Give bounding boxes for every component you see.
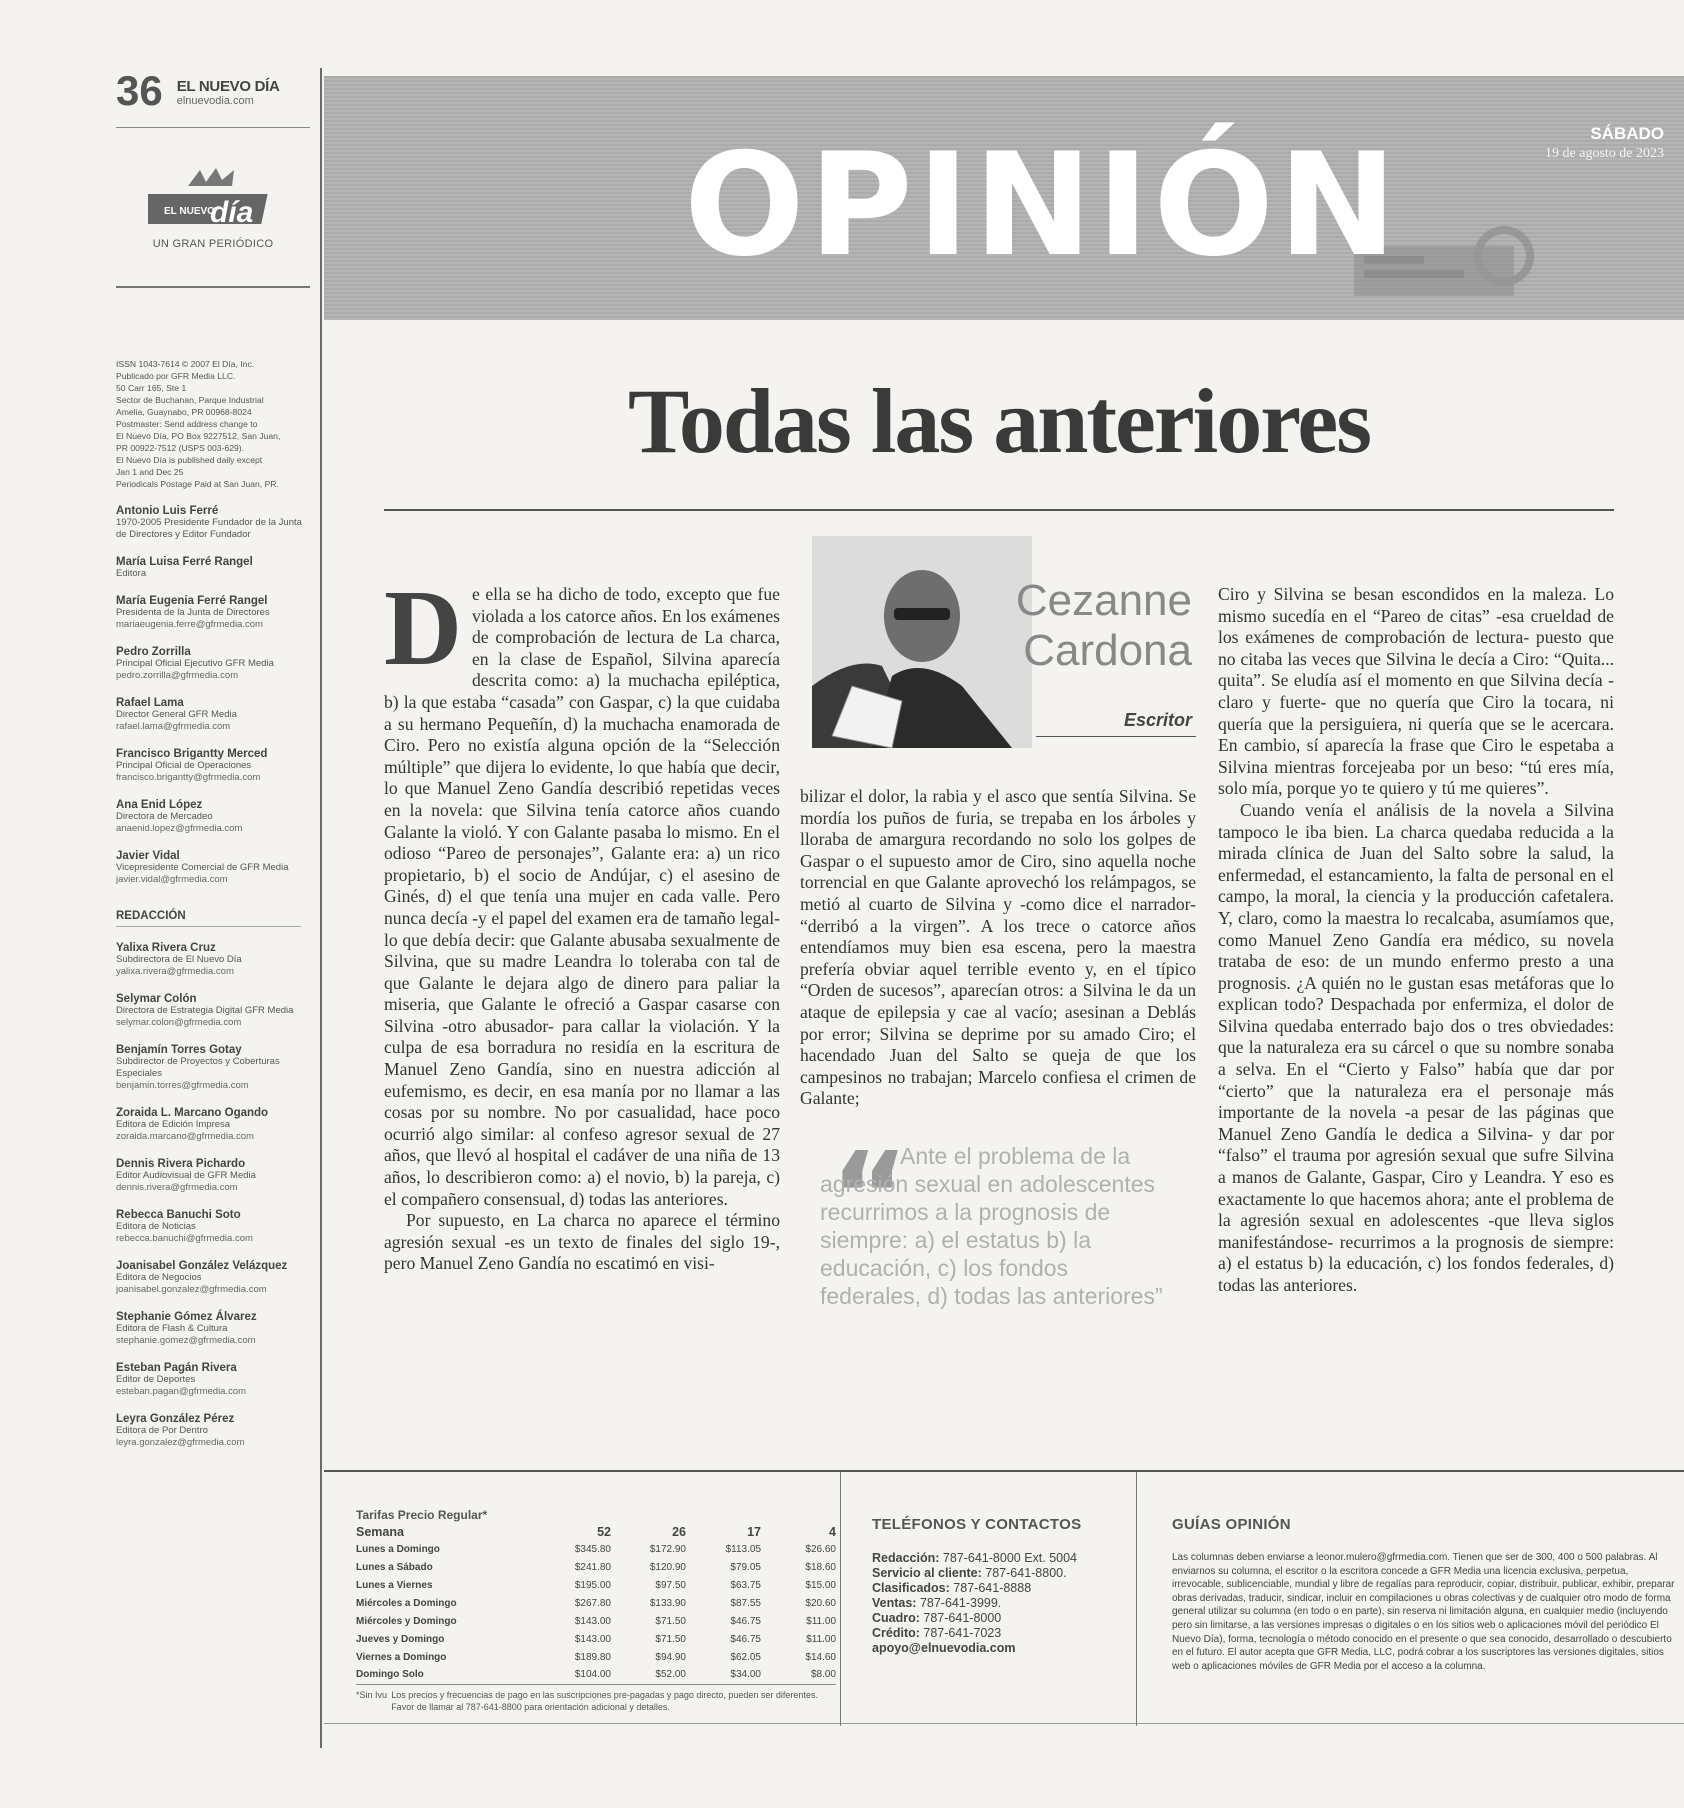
staff-name: Leyra González Pérez — [116, 1413, 235, 1425]
staff-entry — [116, 1158, 310, 1194]
contact-line — [872, 1596, 1112, 1611]
contact-line — [872, 1626, 1112, 1641]
staff-email[interactable]: joanisabel.gonzalez@gfrmedia.com — [116, 1284, 267, 1295]
staff-role: Vicepresidente Comercial de GFR Media — [116, 862, 289, 873]
staff-role: Subdirectora de El Nuevo Día — [116, 954, 242, 965]
staff-role: 1970-2005 Presidente Fundador de la Junta de Directores y Editor Fundador — [116, 517, 302, 540]
logo-tagline: UN GRAN PERIÓDICO — [152, 238, 274, 250]
issn-line: El Nuevo Día, PO Box 9227512, San Juan, — [116, 431, 281, 441]
contact-line — [872, 1581, 1112, 1596]
rates-note-tag: *Sin Ivu — [356, 1689, 388, 1700]
rates-price: $15.00 — [805, 1579, 836, 1591]
rates-price: $172.90 — [649, 1543, 686, 1555]
rates-price: $11.00 — [806, 1615, 836, 1627]
staff-name: Dennis Rivera Pichardo — [116, 1158, 246, 1170]
rates-price: $8.00 — [761, 1666, 836, 1684]
rates-price: $189.80 — [574, 1651, 611, 1663]
rates-row — [356, 1666, 836, 1684]
rates-price: $195.00 — [574, 1579, 611, 1591]
staff-role: Editor de Deportes — [116, 1374, 196, 1385]
staff-entry — [116, 697, 310, 733]
contact-value: 787-641-3999. — [919, 1596, 1002, 1610]
staff-entry — [116, 1260, 310, 1296]
staff-name: Stephanie Gómez Álvarez — [116, 1311, 257, 1323]
contact-label: Cuadro: — [872, 1611, 920, 1625]
rates-table — [356, 1524, 836, 1685]
rates-plan-label: Lunes a Sábado — [356, 1561, 433, 1573]
contact-lines — [872, 1551, 1112, 1641]
staff-email[interactable]: pedro.zorrilla@gfrmedia.com — [116, 670, 239, 681]
rates-header-row — [356, 1524, 836, 1540]
staff-entry — [116, 595, 310, 631]
staff-name: Selymar Colón — [116, 993, 197, 1005]
panel-divider — [1136, 1472, 1137, 1726]
staff-name: María Luisa Ferré Rangel — [116, 556, 253, 568]
author-divider — [1036, 736, 1196, 737]
pull-quote-text: Ante el problema de la agresión sexual en adolescentes recurrimos a la prognosis de siempre: a) el estatus b) la educación, c) los fondos federales, d) todas las anteriores” — [820, 1143, 1163, 1309]
staff-entry — [116, 1413, 310, 1449]
logo-big-text: día — [210, 196, 254, 229]
contacts-panel — [872, 1516, 1112, 1656]
redaccion-heading: REDACCIÓN — [116, 910, 301, 927]
panel-divider — [840, 1472, 841, 1726]
rates-price: $26.60 — [805, 1543, 836, 1555]
staff-email[interactable]: benjamin.torres@gfrmedia.com — [116, 1080, 249, 1091]
staff-role: Directora de Mercadeo — [116, 811, 213, 822]
staff-entry — [116, 1311, 310, 1347]
section-title: OPINIÓN — [684, 123, 1401, 288]
article-headline: Todas las anteriores — [627, 370, 1371, 472]
masthead-column — [116, 68, 322, 1748]
rates-price: $34.00 — [686, 1666, 761, 1684]
rates-price: $241.80 — [574, 1561, 611, 1573]
staff-name: María Eugenia Ferré Rangel — [116, 595, 268, 607]
rates-column-header: 17 — [747, 1525, 761, 1539]
staff-role: Editora — [116, 568, 147, 579]
rates-plan-label: Domingo Solo — [356, 1666, 536, 1684]
issn-line: Sector de Buchanan, Parque Industrial — [116, 395, 264, 405]
rates-row — [356, 1558, 836, 1576]
staff-email[interactable]: dennis.rivera@gfrmedia.com — [116, 1182, 238, 1193]
staff-name: Zoraida L. Marcano Ogando — [116, 1107, 269, 1119]
staff-email[interactable]: selymar.colon@gfrmedia.com — [116, 1017, 242, 1028]
staff-email[interactable]: rebecca.banuchi@gfrmedia.com — [116, 1233, 253, 1244]
author-name — [1016, 576, 1192, 676]
staff-entry — [116, 799, 310, 835]
staff-entry — [116, 1107, 310, 1143]
issn-block — [116, 358, 296, 490]
logo-small-text: EL NUEVO — [164, 206, 215, 217]
rates-price: $120.90 — [649, 1561, 686, 1573]
staff-email[interactable]: javier.vidal@gfrmedia.com — [116, 874, 228, 885]
contact-line — [872, 1551, 1112, 1566]
rates-price: $87.55 — [730, 1597, 761, 1609]
rates-price: $94.90 — [655, 1651, 686, 1663]
rates-column-header: 26 — [672, 1525, 686, 1539]
rates-row — [356, 1594, 836, 1612]
staff-role: Director General GFR Media — [116, 709, 237, 720]
guidelines-text: Las columnas deben enviarse a leonor.mulero@gfrmedia.com. Tienen que ser de 300, 400 o 500 palabras. Al enviarnos su columna, el escritor o la escritora concede a GFR Media una licencia exclusiva, perpetua, irrevocable, sublicenciable, mundial y libre de regalías para reproducir, copiar, distribuir, publicar, exhibir, preparar obras derivadas, traducir, sindicar, incluir en compilaciones u obras colectivas y de cualquier otro modo de forma general utilizar su columna (en todo o en parte), sin reserva ni limitación alguna, en cualquier medio (incluyendo pero sin limitarse, a las versiones impresas o digitales o en los sitios web o aplicaciones móvil del periódico El Nuevo Día), forma, tecnología o método conocido en el presente o que sea conocido, desarrollado o descubierto en el futuro. El autor acepta que GFR Media, LLC, podrá cobrar a los suscriptores las versiones digitales, sitios web o aplicaciones móviles de GFR Media por el acceso a la columna. — [1172, 1552, 1675, 1672]
rates-price: $71.50 — [655, 1615, 686, 1627]
staff-entry — [116, 556, 310, 580]
staff-entry — [116, 850, 310, 886]
el-nuevo-dia-logo — [148, 164, 278, 234]
issn-line: PR 00922-7512 (USPS 003-629). — [116, 443, 245, 453]
contact-label: Crédito: — [872, 1626, 920, 1640]
bottom-info-box — [324, 1470, 1684, 1724]
contact-label: Ventas: — [872, 1596, 917, 1610]
subscription-rates — [356, 1508, 836, 1713]
rates-price: $20.60 — [805, 1597, 836, 1609]
staff-name: Antonio Luis Ferré — [116, 505, 219, 517]
staff-role: Principal Oficial de Operaciones — [116, 760, 252, 771]
issue-date: 19 de agosto de 2023 — [1545, 146, 1664, 161]
author-box — [812, 536, 1196, 748]
article-column-2 — [800, 786, 1196, 1110]
rates-plan-label: Lunes a Viernes — [356, 1579, 433, 1591]
rates-price: $143.00 — [574, 1633, 611, 1645]
rates-note — [356, 1689, 836, 1713]
article-paragraph: De ella se ha dicho de todo, excepto que fue violada a los catorce años. En los exámenes de comprobación de lectura de La charca, en la clase de Español, Silvina aparecía descrita como: a) la muchacha epiléptica, b) la que estaba “casada” con Gaspar, c) la que cuidaba a su hermano Pequeñín, d) la muchacha enamorada de Ciro. Pero no existía alguna opción de la “Selección múltiple” que dijera lo evidente, lo que había que decir, lo que Manuel Zeno Gandía describió repetidas veces en la novela: que Silvina tenía catorce años cuando Galante la violó. Y con Galante pasaba lo mismo. En el odioso “Pareo de personajes”, Galante era: a) un rico propietario, b) el socio de Andújar, c) el asesino de Ginés, d) el que tenía una mujer en cada valle. Pero nunca decía -y el papel del examen era de tamaño legal- lo que debía decir: que Galante abusaba sexualmente de Silvina, que su madre Leandra lo toleraba con tal de que Galante le dejara algo de dinero para paliar la miseria, que Galante le ofreció a Gaspar casarse con Silvina -otro abusador- para callar la violación. Y la culpa de esa borradura no residía en la escritura de Manuel Zeno Gandía, sino en nuestra adicción al eufemismo, es decir, en esa manía por no llamar a las cosas por su nombre. No por casualidad, hace poco ocurrió algo similar: al confeso agresor sexual de 27 años, que llevó al hospital el cadáver de una niña de 13 años, lo describieron como: a) el novio, b) la pareja, c) el compañero consensual, d) todas las anteriores. — [384, 569, 780, 1209]
staff-name: Francisco Brigantty Merced — [116, 748, 268, 760]
rates-price: $345.80 — [574, 1543, 611, 1555]
staff-role: Subdirector de Proyectos y Coberturas Especiales — [116, 1056, 280, 1079]
section-banner — [324, 76, 1684, 320]
issn-line: Jan 1 and Dec 25 — [116, 467, 184, 477]
staff-email[interactable]: francisco.brigantty@gfrmedia.com — [116, 772, 261, 783]
staff-entry — [116, 993, 310, 1029]
staff-role: Principal Oficial Ejecutivo GFR Media — [116, 658, 274, 669]
staff-name: Yalixa Rivera Cruz — [116, 942, 216, 954]
rates-note-text: Los precios y frecuencias de pago en las suscripciones pre-pagadas y pago directo, pueden ser diferentes. Favor de llamar al 787-641-8800 para orientación adicional y detalles. — [391, 1689, 818, 1712]
issue-day: SÁBADO — [1590, 124, 1664, 143]
rates-row — [356, 1648, 836, 1666]
paper-name: EL NUEVO DÍA — [176, 78, 280, 95]
contact-line — [872, 1611, 1112, 1626]
article-column-3 — [1218, 584, 1614, 1297]
issn-line: El Nuevo Día is published daily except — [116, 455, 263, 465]
staff-email[interactable]: mariaeugenia.ferre@gfrmedia.com — [116, 619, 263, 630]
rates-price: $71.50 — [655, 1633, 686, 1645]
contact-value: 787-641-7023 — [923, 1626, 1002, 1640]
staff-email[interactable]: esteban.pagan@gfrmedia.com — [116, 1386, 247, 1397]
guidelines-title: GUÍAS OPINIÓN — [1172, 1516, 1291, 1533]
rates-price: $104.00 — [536, 1666, 611, 1684]
contact-value: 787-641-8800. — [985, 1566, 1067, 1580]
contacts-title: TELÉFONOS Y CONTACTOS — [872, 1516, 1082, 1533]
staff-role: Directora de Estrategia Digital GFR Media — [116, 1005, 294, 1016]
issn-line: Periodicals Postage Paid at San Juan, PR. — [116, 479, 279, 489]
staff-email[interactable]: anaenid.lopez@gfrmedia.com — [116, 823, 243, 834]
author-first-name: Cezanne — [1015, 576, 1192, 625]
rates-plan-label: Viernes a Domingo — [356, 1651, 447, 1663]
staff-email[interactable]: leyra.gonzalez@gfrmedia.com — [116, 1437, 245, 1448]
rates-title: Tarifas Precio Regular* — [356, 1508, 488, 1522]
rates-price: $11.00 — [806, 1633, 836, 1645]
staff-role: Editora de Negocios — [116, 1272, 202, 1283]
author-role: Escritor — [1123, 710, 1192, 730]
staff-list — [116, 505, 310, 886]
staff-email[interactable]: stephanie.gomez@gfrmedia.com — [116, 1335, 256, 1346]
contact-value: 787-641-8000 — [923, 1611, 1002, 1625]
staff-role: Editora de Por Dentro — [116, 1425, 208, 1436]
page-number: 36 — [116, 67, 163, 114]
rates-body — [356, 1540, 836, 1684]
issn-line: Amelia, Guaynabo, PR 00968-8024 — [116, 407, 252, 417]
rates-row — [356, 1630, 836, 1648]
author-photo — [812, 536, 1032, 748]
rates-price: $133.90 — [649, 1597, 686, 1609]
staff-entry — [116, 505, 310, 541]
staff-role: Editora de Flash & Cultura — [116, 1323, 228, 1334]
rates-price: $267.80 — [574, 1597, 611, 1609]
rates-price: $52.00 — [611, 1666, 686, 1684]
rates-price: $18.60 — [805, 1561, 836, 1573]
staff-entry — [116, 646, 310, 682]
staff-name: Rafael Lama — [116, 697, 184, 709]
rates-plan-label: Miércoles y Domingo — [356, 1615, 457, 1627]
rates-row — [356, 1612, 836, 1630]
contact-value: 787-641-8000 Ext. 5004 — [942, 1551, 1078, 1565]
contact-label: Servicio al cliente: — [872, 1566, 982, 1580]
staff-name: Javier Vidal — [116, 850, 180, 862]
staff-role: Editor Audiovisual de GFR Media — [116, 1170, 256, 1181]
staff-entry — [116, 1209, 310, 1245]
rates-column-header: Semana — [356, 1525, 404, 1539]
article-paragraph: Por supuesto, en La charca no aparece el término agresión sexual -es un texto de finales del siglo 19-, pero Manuel Zeno Gandía no escatimó en visi- — [384, 1210, 780, 1274]
contact-email-link[interactable]: apoyo@elnuevodia.com — [872, 1641, 1016, 1655]
staff-name: Benjamín Torres Gotay — [116, 1044, 242, 1056]
issn-line: ISSN 1043-7614 © 2007 El Día, Inc. — [116, 359, 255, 369]
rates-column-header: 52 — [597, 1525, 611, 1539]
newspaper-logo — [116, 128, 310, 288]
staff-name: Esteban Pagán Rivera — [116, 1362, 237, 1374]
contact-line — [872, 1566, 1112, 1581]
rates-price: $97.50 — [655, 1579, 686, 1591]
rates-plan-label: Lunes a Domingo — [356, 1543, 440, 1555]
staff-email[interactable]: rafael.lama@gfrmedia.com — [116, 721, 231, 732]
rates-price: $46.75 — [730, 1633, 761, 1645]
quote-mark-icon: “ — [830, 1128, 909, 1267]
author-last-name: Cardona — [1023, 626, 1192, 675]
staff-entry — [116, 1044, 310, 1092]
article-paragraph: bilizar el dolor, la rabia y el asco que sentía Silvina. Se mordía los puños de furia, se trepaba en los árboles y lloraba de amargura recordando no solo los golpes de Gaspar o el supuesto amor de Ciro, sino aquella noche torrencial en que Galante aprovechó los relámpagos, se metió al cuarto de Silvina y -como dice el narrador- “derribó a la virgen”. A los trece o catorce años entendíamos muy bien esa escena, pero la maestra prefería obviar aquel terrible evento y, en el típico “Orden de sucesos”, aparecían otros: a Silvina le da un ataque de epilepsia y cae al vacío; asesinan a Deblás por error; Silvina se deprime por su amado Ciro; el hacendado Juan del Salto se queja de que los campesinos no trabajan; Marcelo confiesa el crimen de Galante; — [800, 786, 1196, 1109]
staff-email[interactable]: yalixa.rivera@gfrmedia.com — [116, 966, 234, 977]
rates-price: $79.05 — [730, 1561, 761, 1573]
rates-price: $62.05 — [730, 1651, 761, 1663]
rates-column-header: 4 — [829, 1525, 836, 1539]
rates-price: $143.00 — [574, 1615, 611, 1627]
rates-row — [356, 1576, 836, 1594]
contact-label: Redacción: — [872, 1551, 940, 1565]
issn-line: 50 Carr 165, Ste 1 — [116, 383, 187, 393]
rates-plan-label: Jueves y Domingo — [356, 1633, 445, 1645]
paper-url: elnuevodia.com — [176, 95, 254, 107]
staff-email[interactable]: zoraida.marcano@gfrmedia.com — [116, 1131, 254, 1142]
rates-price: $63.75 — [730, 1579, 761, 1591]
rates-price: $14.60 — [805, 1651, 836, 1663]
contact-value: 787-641-8888 — [953, 1581, 1032, 1595]
staff-entry — [116, 942, 310, 978]
staff-name: Rebecca Banuchi Soto — [116, 1209, 241, 1221]
page-number-row — [116, 68, 310, 128]
staff-entry — [116, 1362, 310, 1398]
article-paragraph: Cuando venía el análisis de la novela a Silvina tampoco le iba bien. La charca quedaba reducida a la mirada clínica de Juan del Salto sobre la salud, la enfermedad, el estancamiento, la falta de personal en el campo, la moral, la ciencia y la producción cafetalera. Y, claro, como la maestra lo recalcaba, asumíamos que, como Manuel Zeno Gandía era médico, su novela trataba de eso: de un mundo enfermo presto a una prognosis. ¿A quién no le gustan esas metáforas que lo explican todo? Despachada por enfermiza, el dolor de Silvina quedaba enterrado bajo dos o tres obviedades: que la naturaleza era su cárcel o que su nombre sonaba a selva. En el “Cierto y Falso” había que dar por “cierto” que la naturaleza era el personaje más importante de la novela -a pesar de las páginas que Manuel Zeno Gandía le dedica a Silvina- y dar por “falso” el trauma por agresión sexual que sufre Silvina a manos de Galante, Gaspar, Ciro y Leandra. Y eso es exactamente lo que hacemos ahora; ante el problema de la agresión sexual en adolescentes -que lleva siglos manifestándose- recurrimos a la prognosis de siempre: a) el estatus b) la educación, c) los fondos federales, d) todas las anteriores. — [1218, 799, 1614, 1295]
rates-plan-label: Miércoles a Domingo — [356, 1597, 457, 1609]
rates-row — [356, 1540, 836, 1558]
redaccion-list — [116, 942, 310, 1449]
rates-price: $46.75 — [730, 1615, 761, 1627]
issn-line: Postmaster: Send address change to — [116, 419, 258, 429]
issn-line: Publicado por GFR Media LLC. — [116, 371, 236, 381]
staff-role: Editora de Edición Impresa — [116, 1119, 231, 1130]
article-paragraph: Ciro y Silvina se besan escondidos en la maleza. Lo mismo sucedía en el “Pareo de citas” -esa crueldad de los exámenes de comprobación de lectura- puesto que no citaba las veces que Silvina le decía a Ciro: “Quita... quita”. Se eludía así el momento en que Silvina decía -claro y fuerte- que no quería que Ciro la tocara, ni quería que la persiguiera, ni quería que se le acercara. En cambio, sí aparecía la frase que Ciro le espetaba a Silvina mientras forcejeaba por un beso: “tú eres mía, solo mía, porque yo te quiero y tú me quieres”. — [1218, 584, 1614, 799]
rates-price: $113.05 — [725, 1543, 761, 1555]
staff-role: Presidenta de la Junta de Directores — [116, 607, 270, 618]
staff-entry — [116, 748, 310, 784]
staff-name: Pedro Zorrilla — [116, 646, 191, 658]
article-column-1 — [384, 569, 780, 1275]
staff-name: Ana Enid López — [116, 799, 203, 811]
staff-role: Editora de Noticias — [116, 1221, 196, 1232]
contact-label: Clasificados: — [872, 1581, 950, 1595]
opinion-guidelines — [1172, 1516, 1682, 1673]
staff-name: Joanisabel González Velázquez — [116, 1260, 288, 1272]
headline-divider — [384, 509, 1614, 511]
pull-quote — [820, 1128, 1200, 1378]
